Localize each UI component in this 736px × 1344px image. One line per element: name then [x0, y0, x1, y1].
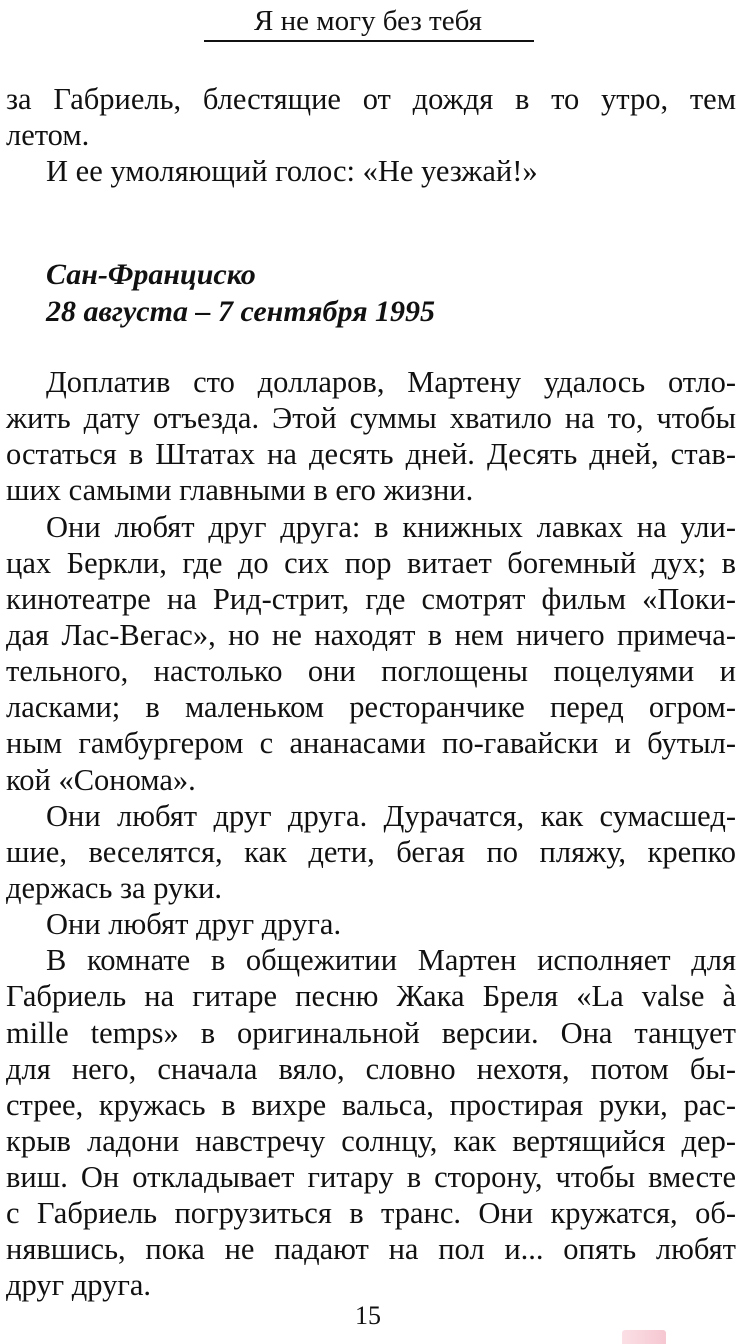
- text-line: с Габриель погрузиться в транс. Они кружатся, об-: [6, 1196, 736, 1230]
- text-line: Габриель на гитаре песню Жака Бреля «La valse à: [6, 979, 736, 1013]
- text-line: виш. Он откладывает гитару в сторону, чтобы вместе: [6, 1160, 736, 1194]
- text-line: ласками; в маленьком ресторанчике перед огром-: [6, 690, 736, 724]
- text-line: для него, сначала вяло, словно нехотя, потом бы-: [6, 1052, 736, 1086]
- text-line: ших самыми главными в его жизни.: [6, 473, 474, 507]
- text-line: крыв ладони навстречу солнцу, как вертящийся дер-: [6, 1124, 736, 1158]
- running-head: Я не могу без тебя: [254, 5, 482, 37]
- text-line: жить дату отъезда. Этой суммы хватило на то, чтобы: [6, 401, 736, 435]
- text-line: цах Беркли, где до сих пор витает богемный дух; в: [6, 546, 736, 580]
- text-line: летом.: [6, 118, 90, 152]
- text-line: за Габриель, блестящие от дождя в то утро, тем: [6, 82, 736, 116]
- text-line: стрее, кружась в вихре вальса, простирая руки, рас-: [6, 1088, 736, 1122]
- text-line: тельного, настолько они поглощены поцелуями и: [6, 654, 736, 688]
- page-number: 15: [355, 1301, 381, 1330]
- text-line: кинотеатре на Рид-стрит, где смотрят фильм «Поки-: [6, 582, 736, 616]
- text-line: ным гамбургером с ананасами по-гавайски и бутыл-: [6, 726, 736, 760]
- text-line: Доплатив сто долларов, Мартену удалось отло-: [46, 365, 736, 399]
- section-place: Сан-Франциско: [46, 258, 256, 291]
- text-line: шие, веселятся, как дети, бегая по пляжу, крепко: [6, 835, 736, 869]
- text-line: Они любят друг друга.: [46, 907, 342, 941]
- text-line: Они любят друг друга: в книжных лавках на ули-: [46, 510, 736, 544]
- section-dates: 28 августа – 7 сентября 1995: [46, 295, 436, 328]
- text-line: И ее умоляющий голос: «Не уезжай!»: [46, 154, 538, 188]
- text-line: держась за руки.: [6, 871, 223, 905]
- text-line: друг друга.: [6, 1268, 152, 1302]
- text-line: mille temps» в оригинальной версии. Она танцует: [6, 1016, 736, 1050]
- text-line: остаться в Штатах на десять дней. Десять дней, став-: [6, 437, 736, 471]
- text-line: В комнате в общежитии Мартен исполняет для: [46, 943, 736, 977]
- text-line: нявшись, пока не падают на пол и... опять любят: [6, 1232, 736, 1266]
- corner-mark: [622, 1330, 666, 1344]
- header-rule: [204, 40, 534, 42]
- text-line: кой «Сонома».: [6, 763, 196, 797]
- text-line: дая Лас-Вегас», но не находят в нем ничего примеча-: [6, 618, 736, 652]
- text-line: Они любят друг друга. Дурачатся, как сумасшед-: [46, 799, 736, 833]
